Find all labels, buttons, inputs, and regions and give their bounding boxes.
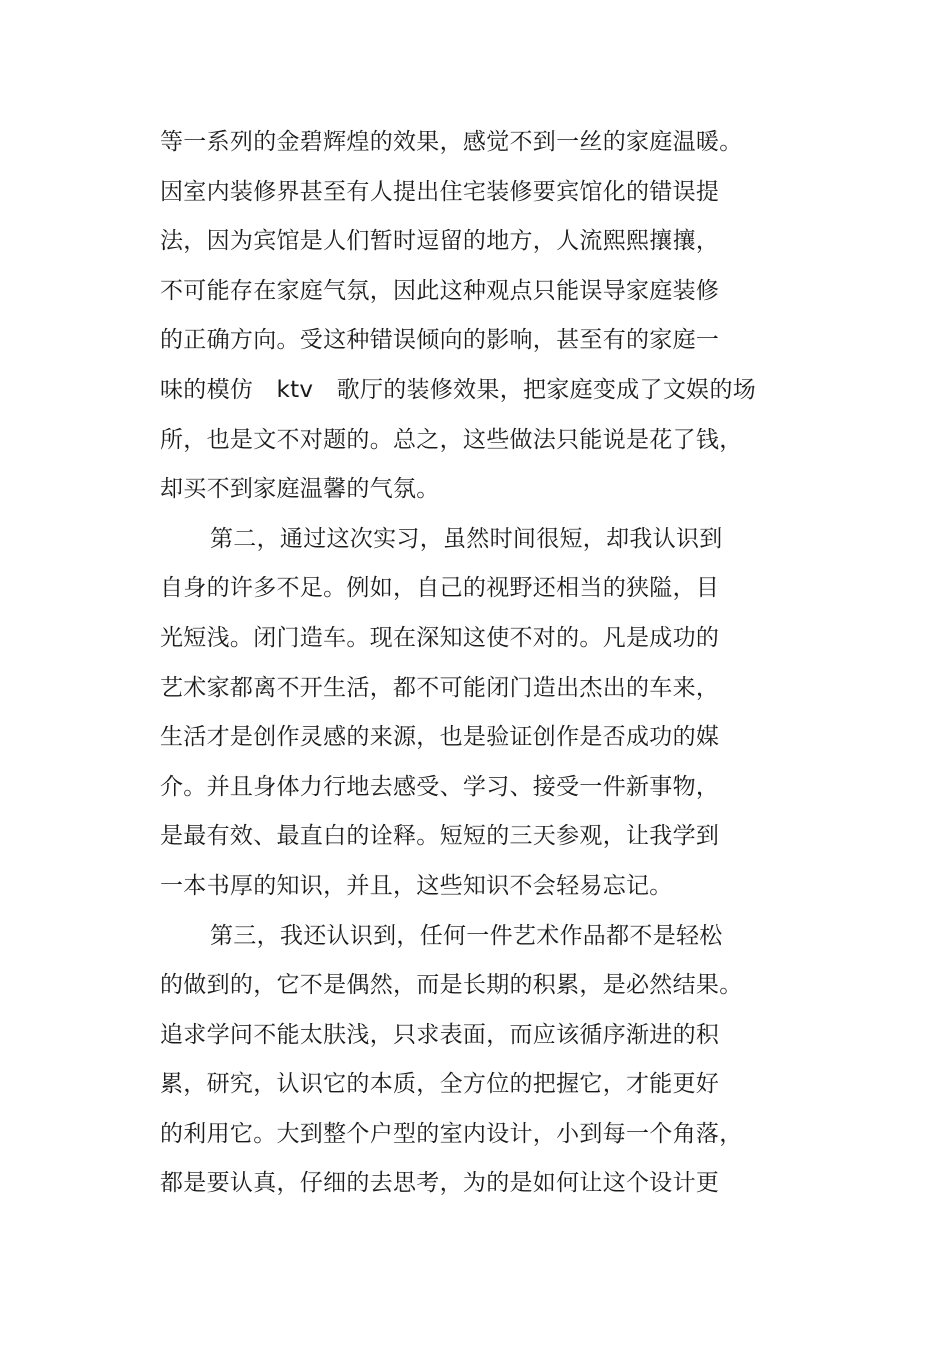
text-line: 却买不到家庭温馨的气氛。 [160,476,440,503]
text-line: 光短浅。闭门造车。现在深知这使不对的。凡是成功的 [160,624,720,651]
body-text [160,118,760,1209]
text-line: 不可能存在家庭气氛，因此这种观点只能误导家庭装修 [160,277,720,304]
text-line: 一本书厚的知识，并且，这些知识不会轻易忘记。 [160,872,673,899]
text-line: 自身的许多不足。例如，自己的视野还相当的狭隘，目 [160,575,720,602]
text-line: 是最有效、最直白的诠释。短短的三天参观，让我学到 [160,823,720,850]
text-line: 生活才是创作灵感的来源，也是验证创作是否成功的媒 [160,724,720,751]
paragraph-2 [160,515,760,912]
text-line: 所，也是文不对题的。总之，这些做法只能说是花了钱， [160,426,743,453]
text-line: 第三，我还认识到，任何一件艺术作品都不是轻松 [210,922,723,949]
text-line: 介。并且身体力行地去感受、学习、接受一件新事物， [160,773,720,800]
text-line: 追求学问不能太肤浅，只求表面，而应该循序渐进的积 [160,1021,720,1048]
paragraph-1 [160,118,760,515]
text-line: 味的模仿 ktv 歌厅的装修效果，把家庭变成了文娱的场 [160,376,757,403]
text-line: 第二，通过这次实习，虽然时间很短，却我认识到 [210,525,723,552]
text-line: 累，研究，认识它的本质，全方位的把握它，才能更好 [160,1071,720,1098]
text-line: 的利用它。大到整个户型的室内设计，小到每一个角落， [160,1120,743,1147]
text-line: 的正确方向。受这种错误倾向的影响，甚至有的家庭一 [160,327,720,354]
text-line: 都是要认真，仔细的去思考，为的是如何让这个设计更 [160,1170,720,1197]
text-line: 等一系列的金碧辉煌的效果，感觉不到一丝的家庭温暖。 [160,129,743,155]
text-line: 的做到的，它不是偶然，而是长期的积累，是必然结果。 [160,972,743,999]
paragraph-3 [160,912,760,1210]
text-line: 因室内装修界甚至有人提出住宅装修要宾馆化的错误提 [160,178,720,205]
text-line: 艺术家都离不开生活，都不可能闭门造出杰出的车来， [160,674,720,701]
text-line: 法，因为宾馆是人们暂时逗留的地方，人流熙熙攘攘， [160,228,720,255]
